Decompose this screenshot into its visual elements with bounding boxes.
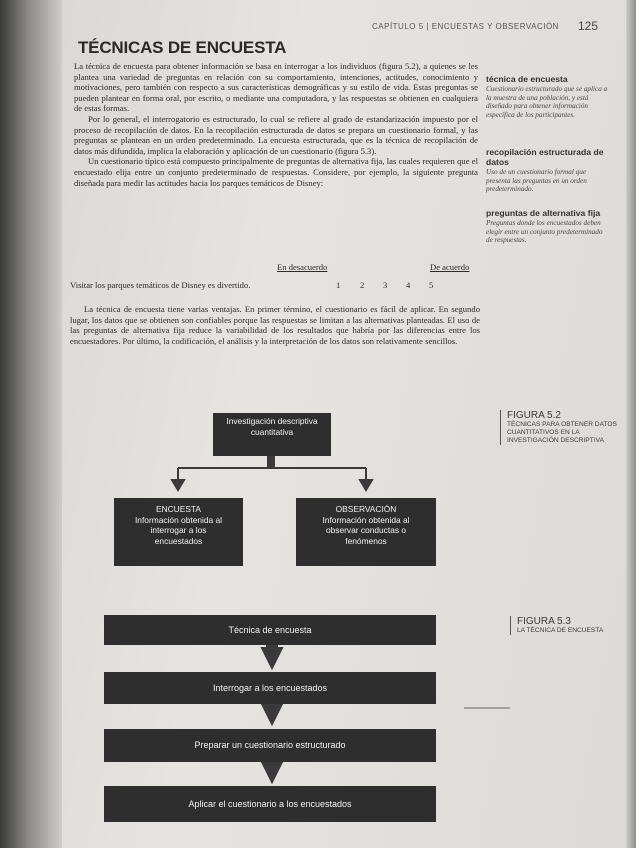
glossary-term: recopilación estructurada de datos xyxy=(486,147,604,167)
figure-5-2-caption xyxy=(500,410,621,445)
fig52-survey-title: ENCUESTA xyxy=(156,504,201,514)
glossary-definition: Preguntas donde los encuestados deben elegir entre un conjunto predeterminado de respuestas. xyxy=(486,219,603,245)
arrow-stem-1 xyxy=(266,644,278,652)
arrow-left xyxy=(172,480,184,490)
scale-point: 1 xyxy=(336,280,341,290)
glossary-term: preguntas de alternativa fija xyxy=(486,208,601,218)
figure-5-3-caption xyxy=(510,616,621,635)
glossary-definition: Uso de un cuestionario formal que presenta las preguntas en un orden predeterminado. xyxy=(486,168,587,194)
fig53-step-box xyxy=(104,786,436,822)
glossary-term: técnica de encuesta xyxy=(486,74,568,84)
figure-label: FIGURA 5.2 xyxy=(507,410,561,421)
fig52-observation-box xyxy=(296,498,436,566)
fig53-step-text: Aplicar el cuestionario a los encuestados xyxy=(188,799,352,809)
glossary-definition: Cuestionario estructurado que se aplica a la muestra de una población, y está diseñado para obtener información específica de los participantes. xyxy=(486,85,608,119)
fig53-step-text: Preparar un cuestionario estructurado xyxy=(194,740,346,750)
scale-point: 3 xyxy=(383,280,388,290)
figure-caption: LA TÉCNICA DE ENCUESTA xyxy=(517,627,604,634)
fig52-top-box xyxy=(213,413,331,456)
paragraph-1: La técnica de encuesta para obtener información se basa en interrogar a los individuos (figura 5.2), a quienes se les plantea una variedad de preguntas en relación con su comportamiento, intenciones, actitudes, conocimiento y motivaciones, pero también con respecto a sus características demográficas y su estilo de vida. Estas preguntas se pueden plantear en forma oral, por escrito, o mediante una computadora, y las respuestas se obtienen en cualquiera de estas formas. xyxy=(74,61,478,114)
scale-right-label: De acuerdo xyxy=(430,262,470,272)
scale-point: 2 xyxy=(360,280,365,290)
fig52-survey-text: Información obtenida al interrogar a los encuestados xyxy=(134,514,223,546)
fig52-observation-title: OBSERVACIÓN xyxy=(335,504,397,514)
scale-point: 4 xyxy=(406,280,411,290)
fig53-step-box xyxy=(104,729,436,762)
figure-label: FIGURA 5.3 xyxy=(517,616,571,627)
running-header: CAPÍTULO 5 | ENCUESTAS Y OBSERVACIÓN xyxy=(372,22,559,31)
scale-item: Visitar los parques temáticos de Disney es divertido. xyxy=(70,280,251,290)
fig53-step-text: Interrogar a los encuestados xyxy=(212,683,328,693)
scale-point: 5 xyxy=(429,280,434,290)
section-title: TÉCNICAS DE ENCUESTA xyxy=(78,38,287,57)
fig53-step-text: Técnica de encuesta xyxy=(228,625,312,635)
paragraph-2: Por lo general, el interrogatorio es estructurado, lo cual se refiere al grado de estandarización impuesto por el proceso de recopilación de datos. En la recopilación estructurada de datos se prepara un cuestionario formal, y las preguntas se plantean en un orden predeterminado. La encuesta estructurada, que es la técnica de recopilación de datos más difundida, implica la elaboración y aplicación de un cuestionario (figura 5.3). xyxy=(74,113,478,156)
scale-left-label: En desacuerdo xyxy=(277,262,328,272)
fig52-observation-text: Información obtenida al observar conductas o fenómenos xyxy=(322,514,410,546)
figure-caption: TÉCNICAS PARA OBTENER DATOS CUANTITATIVOS EN LA INVESTIGACIÓN DESCRIPTIVA xyxy=(507,421,617,444)
paragraph-4: La técnica de encuesta tiene varias ventajas. En primer término, el cuestionario es fácil de aplicar. En segundo lugar, los datos que se obtienen son confiables porque las respuestas se limitan a las alternativas planteadas. El uso de las preguntas de alternativa fija reduce la variabilidad de los resultados que habría por las diferencias entre los encuestadores. Por último, la codificación, el análisis y la interpretación de los datos son relativamente sencillos. xyxy=(70,304,480,346)
fig53-step-box xyxy=(104,615,436,645)
paragraph-3: Un cuestionario típico está compuesto principalmente de preguntas de alternativa fija, las cuales requieren que el encuestado elija entre un conjunto predeterminado de respuestas. Considere, por ejemplo, la siguiente pregunta diseñada para medir las actitudes hacia los parques temáticos de Disney: xyxy=(74,156,478,188)
fig52-top-text: Investigación descriptiva cuantitativa xyxy=(226,416,318,437)
arrow-right xyxy=(360,480,372,490)
fig52-survey-box xyxy=(114,498,243,566)
page-number: 125 xyxy=(578,19,599,33)
fig53-step-box xyxy=(104,672,436,704)
